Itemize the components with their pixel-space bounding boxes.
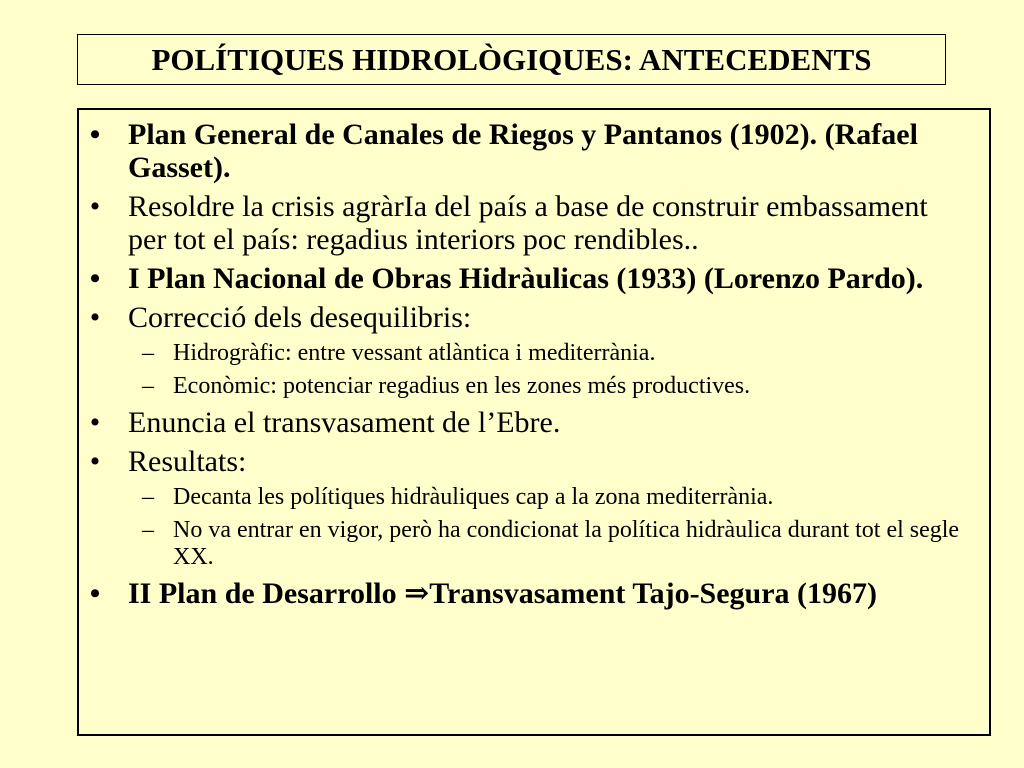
title-box [77, 34, 946, 85]
bullet-item-plan-general [79, 118, 989, 184]
sub-item-text: Hidrogràfic: entre vessant atlàntica i mediterrània. [173, 340, 656, 366]
sub-item-no-va-entrar [79, 517, 989, 571]
bullet-item-plan-desarrollo [79, 577, 989, 610]
content-box [77, 108, 991, 736]
bullet-item-resoldre [79, 190, 989, 256]
sub-item-economic [79, 373, 989, 400]
dash-icon: – [142, 373, 154, 399]
dash-icon: – [142, 340, 154, 366]
double-arrow-icon: ⇒ [404, 577, 430, 610]
dash-icon: – [142, 484, 154, 510]
bullet-icon: • [89, 118, 101, 151]
bullet-text-part-2: Transvasament Tajo-Segura (1967) [429, 577, 878, 610]
slide-title: POLÍTIQUES HIDROLÒGIQUES: ANTECEDENTS [151, 41, 872, 77]
sub-item-text: Econòmic: potenciar regadius en les zones més productives. [173, 373, 751, 399]
bullet-text: Plan General de Canales de Riegos y Pantanos (1902). (Rafael Gasset). [128, 118, 918, 184]
sub-item-text: Decanta les polítiques hidràuliques cap a la zona mediterrània. [173, 484, 774, 510]
bullet-text: Resoldre la crisis agràrIa del país a base de construir embassament per tot el país: regadius interiors poc rendibles.. [128, 190, 928, 256]
bullet-text: Resultats: [128, 445, 247, 478]
bullet-icon: • [89, 577, 101, 610]
bullet-item-plan-nacional [79, 262, 989, 295]
bullet-text: Enuncia el transvasament de l’Ebre. [128, 406, 561, 439]
bullet-icon: • [89, 406, 101, 439]
bullet-icon: • [89, 190, 101, 223]
bullet-text: Correcció dels desequilibris: [128, 301, 472, 334]
bullet-list [79, 118, 989, 616]
dash-icon: – [142, 517, 154, 543]
bullet-icon: • [89, 262, 101, 295]
sub-item-text: No va entrar en vigor, però ha condicionat la política hidràulica durant tot el segle XX. [173, 517, 960, 570]
bullet-text: I Plan Nacional de Obras Hidràulicas (1933) (Lorenzo Pardo). [128, 262, 924, 295]
bullet-icon: • [89, 445, 101, 478]
bullet-item-resultats [79, 445, 989, 478]
bullet-icon: • [89, 301, 101, 334]
sub-item-hidrografic [79, 340, 989, 367]
bullet-item-correccio [79, 301, 989, 334]
sub-item-decanta [79, 484, 989, 511]
bullet-item-enuncia [79, 406, 989, 439]
bullet-text-part-1: II Plan de Desarrollo [128, 577, 405, 610]
